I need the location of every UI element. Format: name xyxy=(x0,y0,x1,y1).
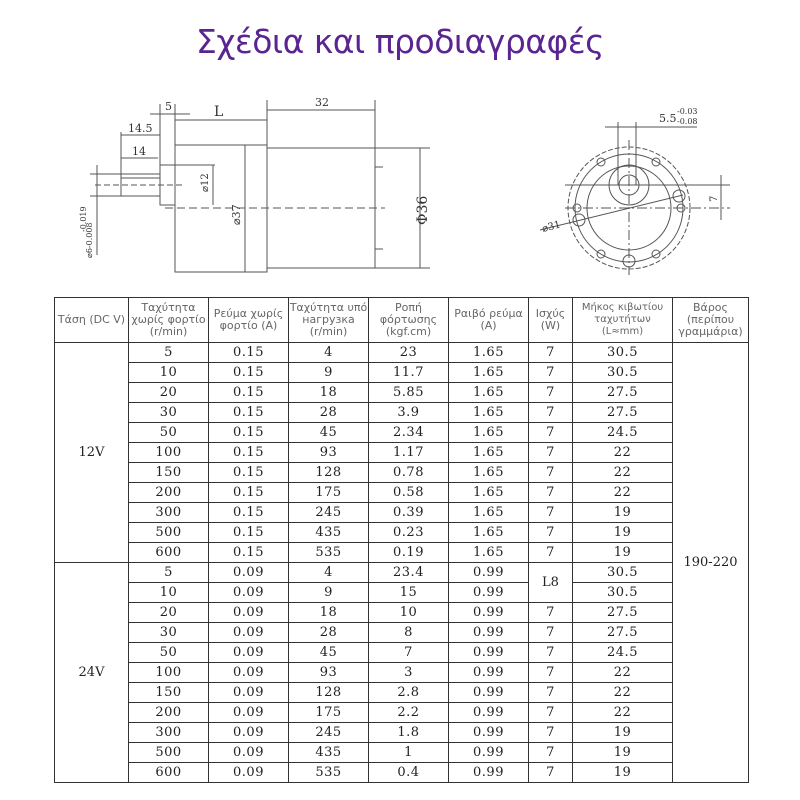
no-load-current-cell: 0.09 xyxy=(209,583,289,603)
no-load-current-cell: 0.09 xyxy=(209,703,289,723)
no-load-current-cell: 0.15 xyxy=(209,523,289,543)
gearbox-length-cell: 19 xyxy=(573,523,673,543)
no-load-current-cell: 0.15 xyxy=(209,423,289,443)
load-speed-cell: 535 xyxy=(289,763,369,783)
load-torque-cell: 0.19 xyxy=(369,543,449,563)
offset-dim-label: 7 xyxy=(709,195,720,202)
stall-current-cell: 1.65 xyxy=(449,403,529,423)
table-row xyxy=(55,443,749,463)
load-speed-cell: 4 xyxy=(289,343,369,363)
stall-current-cell: 0.99 xyxy=(449,723,529,743)
gearbox-length-cell: 22 xyxy=(573,663,673,683)
power-cell: 7 xyxy=(529,683,573,703)
load-speed-cell: 4 xyxy=(289,563,369,583)
no-load-speed-cell: 30 xyxy=(129,623,209,643)
header-gearbox-length: Μήκος κιβωτίου ταχυτήτων (L≈mm) xyxy=(573,298,673,343)
power-cell: 7 xyxy=(529,543,573,563)
load-torque-cell: 1.8 xyxy=(369,723,449,743)
no-load-current-cell: 0.15 xyxy=(209,343,289,363)
table-row xyxy=(55,663,749,683)
gearbox-length-cell: 22 xyxy=(573,683,673,703)
table-row xyxy=(55,703,749,723)
flat-tolerance-lower: -0.08 xyxy=(677,117,698,126)
load-speed-cell: 175 xyxy=(289,483,369,503)
gearbox-length-cell: 19 xyxy=(573,543,673,563)
stall-current-cell: 1.65 xyxy=(449,523,529,543)
gearbox-length-cell: 22 xyxy=(573,703,673,723)
load-torque-cell: 8 xyxy=(369,623,449,643)
bolt-circle-label: ⌀31 xyxy=(540,219,562,235)
specification-table xyxy=(54,297,749,783)
load-torque-cell: 10 xyxy=(369,603,449,623)
power-cell: 7 xyxy=(529,463,573,483)
stall-current-cell: 0.99 xyxy=(449,663,529,683)
load-speed-cell: 18 xyxy=(289,603,369,623)
no-load-speed-cell: 600 xyxy=(129,763,209,783)
load-speed-cell: 128 xyxy=(289,463,369,483)
no-load-speed-cell: 300 xyxy=(129,503,209,523)
motor-technical-drawing xyxy=(0,0,800,290)
power-cell: 7 xyxy=(529,743,573,763)
load-torque-cell: 11.7 xyxy=(369,363,449,383)
no-load-current-cell: 0.15 xyxy=(209,503,289,523)
load-speed-cell: 28 xyxy=(289,403,369,423)
no-load-speed-cell: 600 xyxy=(129,543,209,563)
no-load-current-cell: 0.15 xyxy=(209,443,289,463)
load-torque-cell: 2.8 xyxy=(369,683,449,703)
stall-current-cell: 0.99 xyxy=(449,603,529,623)
power-cell: 7 xyxy=(529,523,573,543)
no-load-speed-cell: 100 xyxy=(129,443,209,463)
load-torque-cell: 2.2 xyxy=(369,703,449,723)
stall-current-cell: 1.65 xyxy=(449,343,529,363)
header-voltage: Τάση (DC V) xyxy=(55,298,129,343)
header-no-load-current: Ρεύμα χωρίς φορτίο (A) xyxy=(209,298,289,343)
load-speed-cell: 245 xyxy=(289,723,369,743)
gearbox-length-cell: 19 xyxy=(573,743,673,763)
power-cell: 7 xyxy=(529,423,573,443)
power-cell: 7 xyxy=(529,503,573,523)
stall-current-cell: 0.99 xyxy=(449,763,529,783)
gearbox-length-cell: 24.5 xyxy=(573,643,673,663)
shaft-tolerance-upper: ⌀6-0.008 xyxy=(85,222,94,258)
power-cell: 7 xyxy=(529,643,573,663)
header-no-load-speed: Ταχύτητα χωρίς φορτίο (r/min) xyxy=(129,298,209,343)
header-power: Ισχύς (W) xyxy=(529,298,573,343)
no-load-speed-cell: 50 xyxy=(129,423,209,443)
stall-current-cell: 1.65 xyxy=(449,503,529,523)
power-cell: 7 xyxy=(529,443,573,463)
table-row xyxy=(55,563,749,583)
no-load-current-cell: 0.15 xyxy=(209,363,289,383)
load-torque-cell: 23 xyxy=(369,343,449,363)
gearbox-length-cell: 19 xyxy=(573,723,673,743)
no-load-current-cell: 0.09 xyxy=(209,643,289,663)
no-load-current-cell: 0.09 xyxy=(209,623,289,643)
header-load-speed: Ταχύτητα υπό нагрузка (r/min) xyxy=(289,298,369,343)
stall-current-cell: 1.65 xyxy=(449,363,529,383)
load-torque-cell: 7 xyxy=(369,643,449,663)
load-speed-cell: 175 xyxy=(289,703,369,723)
load-speed-cell: 535 xyxy=(289,543,369,563)
no-load-speed-cell: 10 xyxy=(129,583,209,603)
gearbox-length-cell: 22 xyxy=(573,443,673,463)
power-cell: 7 xyxy=(529,343,573,363)
table-row xyxy=(55,483,749,503)
dim-5-label: 5 xyxy=(165,100,172,113)
table-row xyxy=(55,463,749,483)
no-load-current-cell: 0.09 xyxy=(209,563,289,583)
table-row xyxy=(55,583,749,603)
table-row xyxy=(55,683,749,703)
no-load-current-cell: 0.15 xyxy=(209,483,289,503)
no-load-speed-cell: 200 xyxy=(129,483,209,503)
stall-current-cell: 1.65 xyxy=(449,383,529,403)
no-load-speed-cell: 5 xyxy=(129,343,209,363)
gearbox-length-cell: 22 xyxy=(573,463,673,483)
load-speed-cell: 28 xyxy=(289,623,369,643)
load-torque-cell: 0.39 xyxy=(369,503,449,523)
voltage-group-cell: 12V xyxy=(55,343,129,563)
stall-current-cell: 1.65 xyxy=(449,443,529,463)
load-torque-cell: 3 xyxy=(369,663,449,683)
table-row xyxy=(55,623,749,643)
stall-current-cell: 1.65 xyxy=(449,543,529,563)
no-load-current-cell: 0.15 xyxy=(209,463,289,483)
dim-d12-label: ⌀12 xyxy=(200,173,211,192)
power-cell: 7 xyxy=(529,363,573,383)
load-speed-cell: 93 xyxy=(289,443,369,463)
dim-d37-label: ⌀37 xyxy=(230,204,243,225)
load-speed-cell: 245 xyxy=(289,503,369,523)
stall-current-cell: 0.99 xyxy=(449,683,529,703)
no-load-current-cell: 0.15 xyxy=(209,383,289,403)
stall-current-cell: 1.65 xyxy=(449,423,529,443)
table-row xyxy=(55,763,749,783)
no-load-speed-cell: 20 xyxy=(129,603,209,623)
table-row xyxy=(55,363,749,383)
load-torque-cell: 23.4 xyxy=(369,563,449,583)
load-speed-cell: 9 xyxy=(289,363,369,383)
dim-32-label: 32 xyxy=(315,96,329,109)
load-speed-cell: 45 xyxy=(289,423,369,443)
no-load-current-cell: 0.15 xyxy=(209,403,289,423)
dim-14-5-label: 14.5 xyxy=(128,122,153,135)
load-torque-cell: 3.9 xyxy=(369,403,449,423)
load-torque-cell: 2.34 xyxy=(369,423,449,443)
power-cell: 7 xyxy=(529,623,573,643)
no-load-current-cell: 0.09 xyxy=(209,723,289,743)
gearbox-length-cell: 30.5 xyxy=(573,583,673,603)
gearbox-length-cell: 22 xyxy=(573,483,673,503)
load-torque-cell: 5.85 xyxy=(369,383,449,403)
gearbox-length-cell: 19 xyxy=(573,503,673,523)
stall-current-cell: 0.99 xyxy=(449,563,529,583)
power-cell: L8 xyxy=(529,563,573,603)
table-row xyxy=(55,743,749,763)
stall-current-cell: 0.99 xyxy=(449,743,529,763)
table-row xyxy=(55,343,749,363)
table-row xyxy=(55,643,749,663)
flat-dim-label: 5.5 xyxy=(659,112,677,125)
load-torque-cell: 1.17 xyxy=(369,443,449,463)
no-load-speed-cell: 150 xyxy=(129,683,209,703)
no-load-speed-cell: 500 xyxy=(129,743,209,763)
load-speed-cell: 435 xyxy=(289,743,369,763)
table-row xyxy=(55,543,749,563)
gearbox-length-cell: 27.5 xyxy=(573,603,673,623)
no-load-current-cell: 0.09 xyxy=(209,743,289,763)
dim-L-label: L xyxy=(214,104,224,120)
no-load-current-cell: 0.09 xyxy=(209,683,289,703)
dim-phi36-label: Φ36 xyxy=(415,195,431,225)
gearbox-length-cell: 30.5 xyxy=(573,563,673,583)
stall-current-cell: 0.99 xyxy=(449,583,529,603)
shaft-tolerance-lower: -0.019 xyxy=(79,206,88,232)
load-speed-cell: 93 xyxy=(289,663,369,683)
load-torque-cell: 0.23 xyxy=(369,523,449,543)
header-load-torque: Ροπή φόρτωσης (kgf.cm) xyxy=(369,298,449,343)
table-row xyxy=(55,403,749,423)
table-row xyxy=(55,723,749,743)
dim-14-label: 14 xyxy=(132,145,146,158)
gearbox-length-cell: 19 xyxy=(573,763,673,783)
power-cell: 7 xyxy=(529,663,573,683)
stall-current-cell: 1.65 xyxy=(449,483,529,503)
gearbox-length-cell: 30.5 xyxy=(573,363,673,383)
page-title: Σχέδια και προδιαγραφές xyxy=(195,22,605,61)
no-load-speed-cell: 10 xyxy=(129,363,209,383)
no-load-speed-cell: 200 xyxy=(129,703,209,723)
load-torque-cell: 0.4 xyxy=(369,763,449,783)
gearbox-length-cell: 24.5 xyxy=(573,423,673,443)
no-load-speed-cell: 20 xyxy=(129,383,209,403)
power-cell: 7 xyxy=(529,383,573,403)
no-load-current-cell: 0.09 xyxy=(209,603,289,623)
stall-current-cell: 0.99 xyxy=(449,623,529,643)
table-header-row xyxy=(55,298,749,343)
load-speed-cell: 18 xyxy=(289,383,369,403)
header-weight: Βάρος (περίπου γραμμάρια) xyxy=(673,298,749,343)
voltage-group-cell: 24V xyxy=(55,563,129,783)
power-cell: 7 xyxy=(529,723,573,743)
load-torque-cell: 15 xyxy=(369,583,449,603)
no-load-current-cell: 0.09 xyxy=(209,763,289,783)
gearbox-length-cell: 27.5 xyxy=(573,403,673,423)
no-load-speed-cell: 5 xyxy=(129,563,209,583)
load-torque-cell: 1 xyxy=(369,743,449,763)
table-row xyxy=(55,523,749,543)
load-speed-cell: 45 xyxy=(289,643,369,663)
load-speed-cell: 435 xyxy=(289,523,369,543)
load-torque-cell: 0.58 xyxy=(369,483,449,503)
load-speed-cell: 128 xyxy=(289,683,369,703)
power-cell: 7 xyxy=(529,603,573,623)
stall-current-cell: 1.65 xyxy=(449,463,529,483)
weight-cell: 190-220 xyxy=(673,343,749,783)
no-load-speed-cell: 300 xyxy=(129,723,209,743)
power-cell: 7 xyxy=(529,483,573,503)
table-row xyxy=(55,383,749,403)
power-cell: 7 xyxy=(529,403,573,423)
load-speed-cell: 9 xyxy=(289,583,369,603)
flat-tolerance-upper: -0.03 xyxy=(677,107,698,116)
no-load-speed-cell: 100 xyxy=(129,663,209,683)
load-torque-cell: 0.78 xyxy=(369,463,449,483)
stall-current-cell: 0.99 xyxy=(449,643,529,663)
header-stall-current: Ραιβό ρεύμα (A) xyxy=(449,298,529,343)
gearbox-length-cell: 27.5 xyxy=(573,623,673,643)
power-cell: 7 xyxy=(529,763,573,783)
table-row xyxy=(55,603,749,623)
power-cell: 7 xyxy=(529,703,573,723)
gearbox-length-cell: 27.5 xyxy=(573,383,673,403)
no-load-speed-cell: 50 xyxy=(129,643,209,663)
table-row xyxy=(55,503,749,523)
table-row xyxy=(55,423,749,443)
no-load-speed-cell: 500 xyxy=(129,523,209,543)
no-load-speed-cell: 150 xyxy=(129,463,209,483)
stall-current-cell: 0.99 xyxy=(449,703,529,723)
no-load-current-cell: 0.09 xyxy=(209,663,289,683)
no-load-current-cell: 0.15 xyxy=(209,543,289,563)
no-load-speed-cell: 30 xyxy=(129,403,209,423)
gearbox-length-cell: 30.5 xyxy=(573,343,673,363)
